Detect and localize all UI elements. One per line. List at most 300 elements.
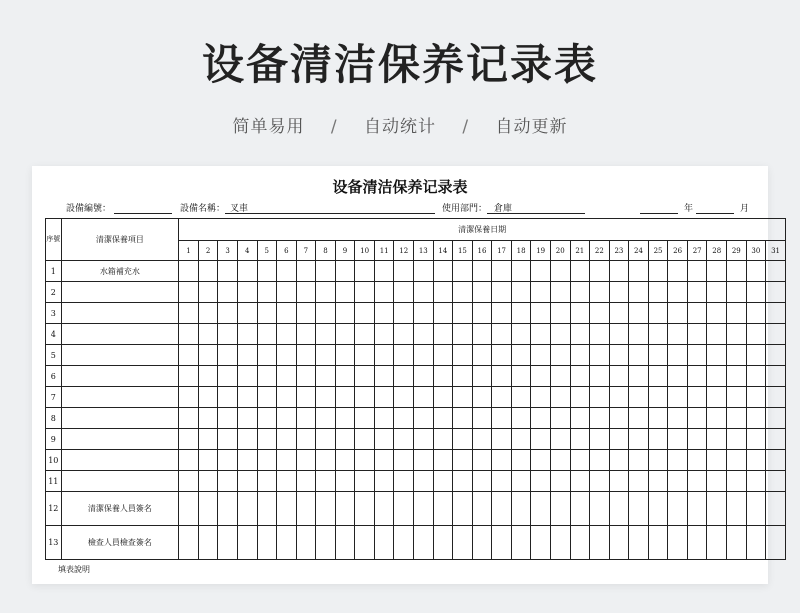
day-cell[interactable] [531,261,551,282]
day-cell[interactable] [296,345,316,366]
day-cell[interactable] [609,408,629,429]
day-cell[interactable] [727,366,747,387]
day-cell[interactable] [531,526,551,560]
day-cell[interactable] [237,261,257,282]
day-cell[interactable] [472,324,492,345]
day-cell[interactable] [609,324,629,345]
day-cell[interactable] [492,429,512,450]
day-cell[interactable] [550,526,570,560]
day-cell[interactable] [707,450,727,471]
day-cell[interactable] [570,471,590,492]
day-cell[interactable] [355,261,375,282]
day-cell[interactable] [766,387,786,408]
day-cell[interactable] [316,408,336,429]
day-cell[interactable] [414,526,434,560]
day-cell[interactable] [511,303,531,324]
day-cell[interactable] [609,345,629,366]
day-cell[interactable] [590,261,610,282]
day-cell[interactable] [414,387,434,408]
day-cell[interactable] [335,387,355,408]
day-cell[interactable] [668,366,688,387]
day-cell[interactable] [335,345,355,366]
day-cell[interactable] [570,450,590,471]
day-cell[interactable] [472,408,492,429]
day-cell[interactable] [394,526,414,560]
day-cell[interactable] [394,282,414,303]
day-cell[interactable] [277,345,297,366]
day-cell[interactable] [179,492,199,526]
day-cell[interactable] [492,526,512,560]
day-cell[interactable] [766,471,786,492]
day-cell[interactable] [727,526,747,560]
day-cell[interactable] [374,387,394,408]
day-cell[interactable] [433,450,453,471]
day-cell[interactable] [335,282,355,303]
day-cell[interactable] [727,303,747,324]
day-cell[interactable] [198,282,218,303]
day-cell[interactable] [687,345,707,366]
day-cell[interactable] [472,387,492,408]
day-cell[interactable] [609,366,629,387]
day-cell[interactable] [355,471,375,492]
day-cell[interactable] [590,429,610,450]
day-cell[interactable] [374,324,394,345]
day-cell[interactable] [277,492,297,526]
day-cell[interactable] [648,324,668,345]
day-cell[interactable] [511,366,531,387]
day-cell[interactable] [687,492,707,526]
equipment-no-field[interactable] [114,213,172,214]
day-cell[interactable] [277,324,297,345]
day-cell[interactable] [453,324,473,345]
day-cell[interactable] [727,345,747,366]
day-cell[interactable] [629,408,649,429]
day-cell[interactable] [316,366,336,387]
day-cell[interactable] [648,408,668,429]
day-cell[interactable] [198,526,218,560]
day-cell[interactable] [531,282,551,303]
day-cell[interactable] [629,387,649,408]
day-cell[interactable] [590,450,610,471]
day-cell[interactable] [531,471,551,492]
day-cell[interactable] [453,526,473,560]
day-cell[interactable] [237,387,257,408]
day-cell[interactable] [746,492,766,526]
day-cell[interactable] [257,526,277,560]
day-cell[interactable] [374,429,394,450]
day-cell[interactable] [687,261,707,282]
day-cell[interactable] [218,303,238,324]
day-cell[interactable] [668,429,688,450]
day-cell[interactable] [531,387,551,408]
day-cell[interactable] [335,408,355,429]
day-cell[interactable] [198,492,218,526]
day-cell[interactable] [629,492,649,526]
year-field[interactable] [640,213,678,214]
day-cell[interactable] [374,471,394,492]
day-cell[interactable] [492,408,512,429]
day-cell[interactable] [433,324,453,345]
day-cell[interactable] [648,261,668,282]
day-cell[interactable] [511,471,531,492]
day-cell[interactable] [707,324,727,345]
day-cell[interactable] [629,303,649,324]
day-cell[interactable] [570,429,590,450]
day-cell[interactable] [746,303,766,324]
day-cell[interactable] [374,282,394,303]
day-cell[interactable] [472,261,492,282]
day-cell[interactable] [257,450,277,471]
day-cell[interactable] [570,261,590,282]
day-cell[interactable] [218,282,238,303]
day-cell[interactable] [590,408,610,429]
day-cell[interactable] [277,471,297,492]
day-cell[interactable] [550,345,570,366]
day-cell[interactable] [179,408,199,429]
day-cell[interactable] [433,261,453,282]
day-cell[interactable] [550,387,570,408]
day-cell[interactable] [237,429,257,450]
day-cell[interactable] [433,387,453,408]
day-cell[interactable] [237,450,257,471]
day-cell[interactable] [511,526,531,560]
day-cell[interactable] [335,429,355,450]
day-cell[interactable] [374,408,394,429]
day-cell[interactable] [472,471,492,492]
day-cell[interactable] [746,429,766,450]
day-cell[interactable] [511,282,531,303]
day-cell[interactable] [590,387,610,408]
day-cell[interactable] [198,387,218,408]
day-cell[interactable] [453,366,473,387]
day-cell[interactable] [374,366,394,387]
day-cell[interactable] [629,324,649,345]
day-cell[interactable] [766,408,786,429]
day-cell[interactable] [590,526,610,560]
day-cell[interactable] [218,387,238,408]
day-cell[interactable] [609,429,629,450]
day-cell[interactable] [648,387,668,408]
day-cell[interactable] [746,366,766,387]
day-cell[interactable] [746,324,766,345]
day-cell[interactable] [453,450,473,471]
day-cell[interactable] [707,282,727,303]
day-cell[interactable] [257,408,277,429]
day-cell[interactable] [257,303,277,324]
day-cell[interactable] [179,345,199,366]
day-cell[interactable] [296,526,316,560]
day-cell[interactable] [550,450,570,471]
day-cell[interactable] [590,303,610,324]
day-cell[interactable] [433,471,453,492]
day-cell[interactable] [335,261,355,282]
day-cell[interactable] [492,450,512,471]
day-cell[interactable] [766,303,786,324]
day-cell[interactable] [727,471,747,492]
day-cell[interactable] [629,450,649,471]
day-cell[interactable] [335,471,355,492]
day-cell[interactable] [727,387,747,408]
day-cell[interactable] [433,408,453,429]
day-cell[interactable] [257,471,277,492]
day-cell[interactable] [707,408,727,429]
day-cell[interactable] [237,282,257,303]
day-cell[interactable] [570,345,590,366]
day-cell[interactable] [277,282,297,303]
day-cell[interactable] [570,492,590,526]
day-cell[interactable] [355,429,375,450]
day-cell[interactable] [316,526,336,560]
day-cell[interactable] [550,492,570,526]
day-cell[interactable] [433,366,453,387]
day-cell[interactable] [355,450,375,471]
day-cell[interactable] [277,366,297,387]
day-cell[interactable] [453,408,473,429]
day-cell[interactable] [237,471,257,492]
day-cell[interactable] [296,366,316,387]
day-cell[interactable] [629,345,649,366]
day-cell[interactable] [668,303,688,324]
day-cell[interactable] [687,324,707,345]
day-cell[interactable] [257,345,277,366]
day-cell[interactable] [668,387,688,408]
day-cell[interactable] [296,471,316,492]
day-cell[interactable] [550,324,570,345]
day-cell[interactable] [355,282,375,303]
day-cell[interactable] [218,366,238,387]
day-cell[interactable] [687,408,707,429]
day-cell[interactable] [179,429,199,450]
day-cell[interactable] [218,526,238,560]
day-cell[interactable] [335,324,355,345]
day-cell[interactable] [492,324,512,345]
day-cell[interactable] [746,408,766,429]
day-cell[interactable] [746,450,766,471]
day-cell[interactable] [687,387,707,408]
day-cell[interactable] [433,282,453,303]
day-cell[interactable] [472,492,492,526]
day-cell[interactable] [179,387,199,408]
day-cell[interactable] [316,450,336,471]
day-cell[interactable] [668,492,688,526]
day-cell[interactable] [707,387,727,408]
day-cell[interactable] [550,408,570,429]
day-cell[interactable] [316,471,336,492]
day-cell[interactable] [668,408,688,429]
day-cell[interactable] [218,471,238,492]
day-cell[interactable] [590,345,610,366]
day-cell[interactable] [629,366,649,387]
day-cell[interactable] [746,282,766,303]
day-cell[interactable] [687,450,707,471]
day-cell[interactable] [511,261,531,282]
day-cell[interactable] [453,387,473,408]
day-cell[interactable] [746,471,766,492]
day-cell[interactable] [511,387,531,408]
day-cell[interactable] [316,429,336,450]
day-cell[interactable] [648,492,668,526]
day-cell[interactable] [237,408,257,429]
day-cell[interactable] [609,303,629,324]
day-cell[interactable] [237,526,257,560]
day-cell[interactable] [198,450,218,471]
day-cell[interactable] [277,303,297,324]
day-cell[interactable] [707,492,727,526]
day-cell[interactable] [550,366,570,387]
day-cell[interactable] [590,471,610,492]
day-cell[interactable] [433,492,453,526]
day-cell[interactable] [766,345,786,366]
day-cell[interactable] [492,303,512,324]
day-cell[interactable] [453,261,473,282]
day-cell[interactable] [648,471,668,492]
equipment-name-field[interactable] [225,213,435,214]
day-cell[interactable] [707,366,727,387]
day-cell[interactable] [668,261,688,282]
day-cell[interactable] [335,492,355,526]
day-cell[interactable] [414,450,434,471]
day-cell[interactable] [472,450,492,471]
day-cell[interactable] [727,282,747,303]
day-cell[interactable] [531,492,551,526]
day-cell[interactable] [668,345,688,366]
day-cell[interactable] [237,324,257,345]
day-cell[interactable] [766,526,786,560]
day-cell[interactable] [550,282,570,303]
day-cell[interactable] [609,387,629,408]
day-cell[interactable] [746,261,766,282]
day-cell[interactable] [374,450,394,471]
day-cell[interactable] [218,408,238,429]
day-cell[interactable] [433,345,453,366]
day-cell[interactable] [296,324,316,345]
day-cell[interactable] [414,324,434,345]
day-cell[interactable] [668,282,688,303]
day-cell[interactable] [629,282,649,303]
day-cell[interactable] [472,429,492,450]
day-cell[interactable] [414,261,434,282]
day-cell[interactable] [394,408,414,429]
day-cell[interactable] [296,282,316,303]
day-cell[interactable] [296,450,316,471]
day-cell[interactable] [414,303,434,324]
day-cell[interactable] [687,366,707,387]
day-cell[interactable] [218,429,238,450]
day-cell[interactable] [511,345,531,366]
day-cell[interactable] [668,526,688,560]
day-cell[interactable] [355,526,375,560]
day-cell[interactable] [257,261,277,282]
day-cell[interactable] [414,345,434,366]
day-cell[interactable] [414,471,434,492]
day-cell[interactable] [179,261,199,282]
day-cell[interactable] [394,345,414,366]
day-cell[interactable] [218,450,238,471]
day-cell[interactable] [296,408,316,429]
day-cell[interactable] [609,450,629,471]
day-cell[interactable] [198,408,218,429]
day-cell[interactable] [550,429,570,450]
day-cell[interactable] [492,471,512,492]
day-cell[interactable] [394,450,414,471]
day-cell[interactable] [335,450,355,471]
day-cell[interactable] [277,408,297,429]
day-cell[interactable] [257,282,277,303]
day-cell[interactable] [766,282,786,303]
day-cell[interactable] [394,261,414,282]
day-cell[interactable] [453,429,473,450]
day-cell[interactable] [472,282,492,303]
day-cell[interactable] [531,303,551,324]
day-cell[interactable] [511,492,531,526]
day-cell[interactable] [355,408,375,429]
day-cell[interactable] [648,429,668,450]
day-cell[interactable] [316,492,336,526]
day-cell[interactable] [511,450,531,471]
day-cell[interactable] [414,429,434,450]
day-cell[interactable] [511,429,531,450]
day-cell[interactable] [687,282,707,303]
day-cell[interactable] [472,345,492,366]
day-cell[interactable] [629,471,649,492]
day-cell[interactable] [492,387,512,408]
day-cell[interactable] [590,492,610,526]
day-cell[interactable] [198,345,218,366]
day-cell[interactable] [277,261,297,282]
day-cell[interactable] [668,450,688,471]
day-cell[interactable] [472,366,492,387]
day-cell[interactable] [335,526,355,560]
day-cell[interactable] [609,526,629,560]
day-cell[interactable] [531,408,551,429]
day-cell[interactable] [316,261,336,282]
day-cell[interactable] [707,345,727,366]
day-cell[interactable] [394,429,414,450]
day-cell[interactable] [296,492,316,526]
day-cell[interactable] [453,492,473,526]
day-cell[interactable] [570,303,590,324]
day-cell[interactable] [727,492,747,526]
day-cell[interactable] [492,345,512,366]
day-cell[interactable] [237,366,257,387]
day-cell[interactable] [648,282,668,303]
day-cell[interactable] [237,492,257,526]
day-cell[interactable] [198,303,218,324]
day-cell[interactable] [668,471,688,492]
day-cell[interactable] [394,387,414,408]
day-cell[interactable] [374,261,394,282]
day-cell[interactable] [316,387,336,408]
day-cell[interactable] [218,324,238,345]
day-cell[interactable] [766,450,786,471]
day-cell[interactable] [296,387,316,408]
day-cell[interactable] [570,408,590,429]
day-cell[interactable] [746,345,766,366]
day-cell[interactable] [648,303,668,324]
day-cell[interactable] [374,492,394,526]
day-cell[interactable] [687,526,707,560]
day-cell[interactable] [198,261,218,282]
day-cell[interactable] [727,429,747,450]
day-cell[interactable] [433,303,453,324]
day-cell[interactable] [531,324,551,345]
day-cell[interactable] [766,366,786,387]
day-cell[interactable] [550,303,570,324]
day-cell[interactable] [629,261,649,282]
day-cell[interactable] [648,450,668,471]
day-cell[interactable] [531,366,551,387]
day-cell[interactable] [590,282,610,303]
